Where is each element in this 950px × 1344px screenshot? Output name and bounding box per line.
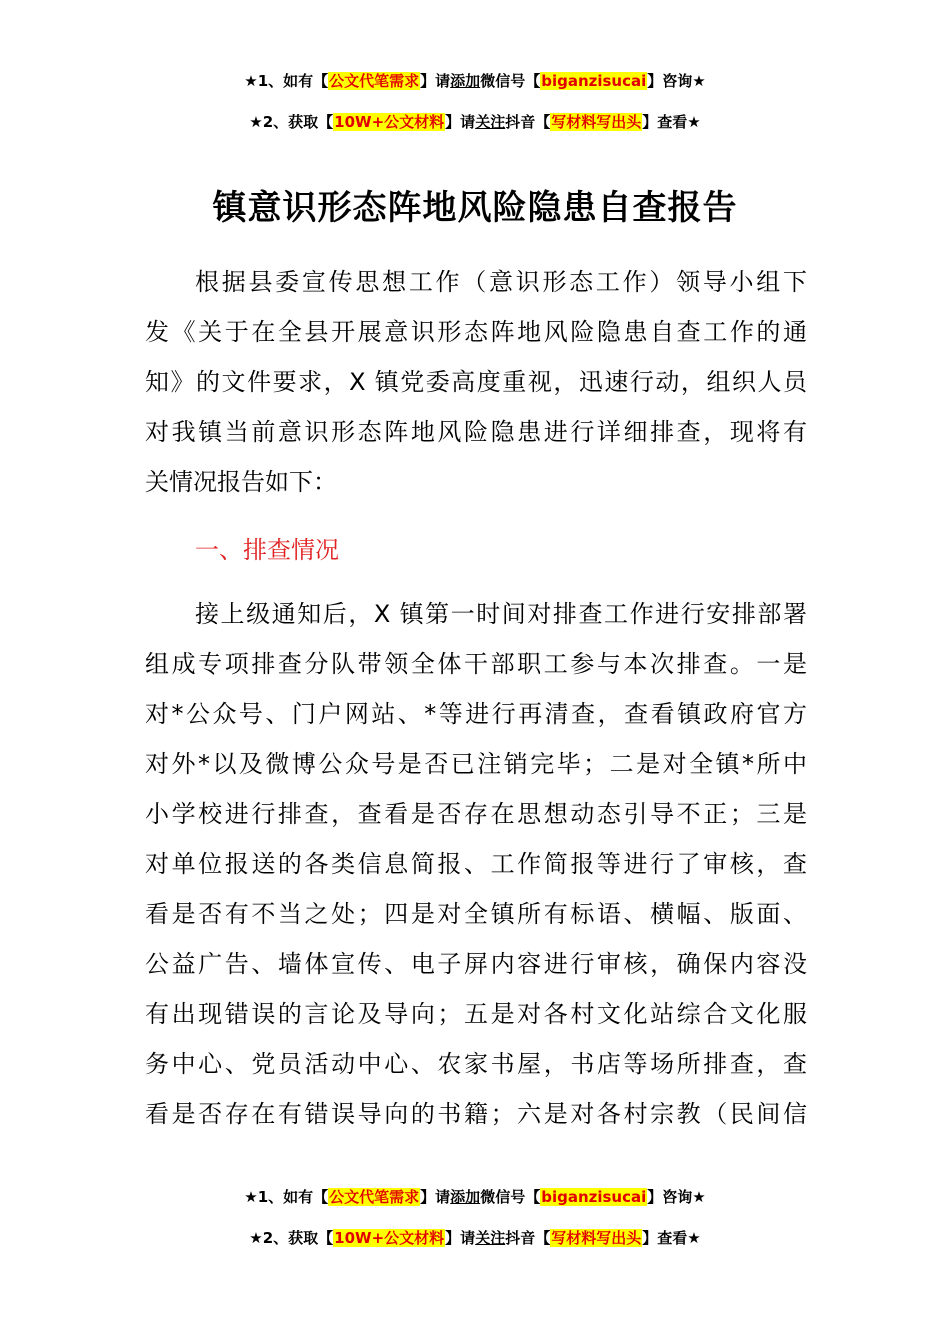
promo-text: 微信号【 [480, 72, 541, 90]
promo-line-1-bottom [0, 1186, 950, 1208]
star-icon: ★ [244, 72, 258, 90]
star-icon: ★ [692, 1188, 706, 1206]
promo-underlined: 添加 [450, 72, 481, 90]
promo-highlight: 公文代笔需求 [329, 72, 420, 90]
promo-highlight: 10W+公文材料 [334, 1229, 445, 1247]
paragraph-line: 看是否有不当之处；四是对全镇所有标语、横幅、版面、 [145, 900, 807, 928]
paragraph-line: 对单位报送的各类信息简报、工作简报等进行了审核，查 [145, 850, 807, 878]
promo-text: 2、获取【 [262, 113, 334, 131]
paragraph-line: 接上级通知后，X 镇第一时间对排查工作进行安排部署 [195, 600, 807, 628]
paragraph-line: 公益广告、墙体宣传、电子屏内容进行审核，确保内容没 [145, 950, 807, 978]
promo-line-1-top [0, 70, 950, 92]
paragraph-line: 对我镇当前意识形态阵地风险隐患进行详细排查，现将有 [145, 418, 807, 446]
section-paragraph [145, 589, 807, 1139]
paragraph-line: 有出现错误的言论及导向；五是对各村文化站综合文化服 [145, 1000, 807, 1028]
section-heading: 一、排查情况 [195, 536, 339, 564]
promo-text: 】查看 [642, 113, 688, 131]
paragraph-line: 小学校进行排查，查看是否存在思想动态引导不正；三是 [145, 800, 807, 828]
paragraph-line: 务中心、党员活动中心、农家书屋，书店等场所排查，查 [145, 1050, 807, 1078]
star-icon: ★ [249, 113, 263, 131]
star-icon: ★ [687, 113, 701, 131]
promo-underlined: 添加 [450, 1188, 481, 1206]
promo-text: 】请 [420, 1188, 451, 1206]
promo-highlight: 10W+公文材料 [334, 113, 445, 131]
star-icon: ★ [244, 1188, 258, 1206]
promo-highlight: biganzisucai [541, 1188, 647, 1206]
promo-text: 】请 [445, 1229, 476, 1247]
promo-highlight: 写材料写出头 [551, 113, 642, 131]
paragraph-line: 对外*以及微博公众号是否已注销完毕；二是对全镇*所中 [145, 750, 807, 778]
promo-text: 1、如有【 [257, 72, 329, 90]
paragraph-line: 发《关于在全县开展意识形态阵地风险隐患自查工作的通 [145, 318, 807, 346]
paragraph-line: 知》的文件要求，X 镇党委高度重视，迅速行动，组织人员 [145, 368, 807, 396]
promo-text: 】咨询 [647, 72, 693, 90]
promo-text: 抖音【 [505, 113, 551, 131]
promo-highlight: biganzisucai [541, 72, 647, 90]
promo-highlight: 写材料写出头 [551, 1229, 642, 1247]
promo-text: 2、获取【 [262, 1229, 334, 1247]
promo-text: 】请 [420, 72, 451, 90]
promo-underlined: 关注 [475, 113, 506, 131]
promo-line-2-bottom [0, 1227, 950, 1249]
promo-text: 】咨询 [647, 1188, 693, 1206]
promo-text: 抖音【 [505, 1229, 551, 1247]
paragraph-line: 根据县委宣传思想工作（意识形态工作）领导小组下 [195, 268, 807, 296]
promo-text: 】查看 [642, 1229, 688, 1247]
paragraph-line: 看是否存在有错误导向的书籍；六是对各村宗教（民间信 [145, 1100, 807, 1128]
document-title: 镇意识形态阵地风险隐患自查报告 [212, 188, 738, 228]
promo-underlined: 关注 [475, 1229, 506, 1247]
star-icon: ★ [249, 1229, 263, 1247]
promo-text: 微信号【 [480, 1188, 541, 1206]
promo-line-2-top [0, 111, 950, 133]
star-icon: ★ [687, 1229, 701, 1247]
paragraph-line: 对*公众号、门户网站、*等进行再清查，查看镇政府官方 [145, 700, 807, 728]
promo-text: 1、如有【 [257, 1188, 329, 1206]
star-icon: ★ [692, 72, 706, 90]
promo-text: 】请 [445, 113, 476, 131]
paragraph-line: 关情况报告如下： [145, 468, 337, 496]
intro-paragraph [145, 257, 807, 507]
paragraph-line: 组成专项排查分队带领全体干部职工参与本次排查。一是 [145, 650, 807, 678]
promo-highlight: 公文代笔需求 [329, 1188, 420, 1206]
